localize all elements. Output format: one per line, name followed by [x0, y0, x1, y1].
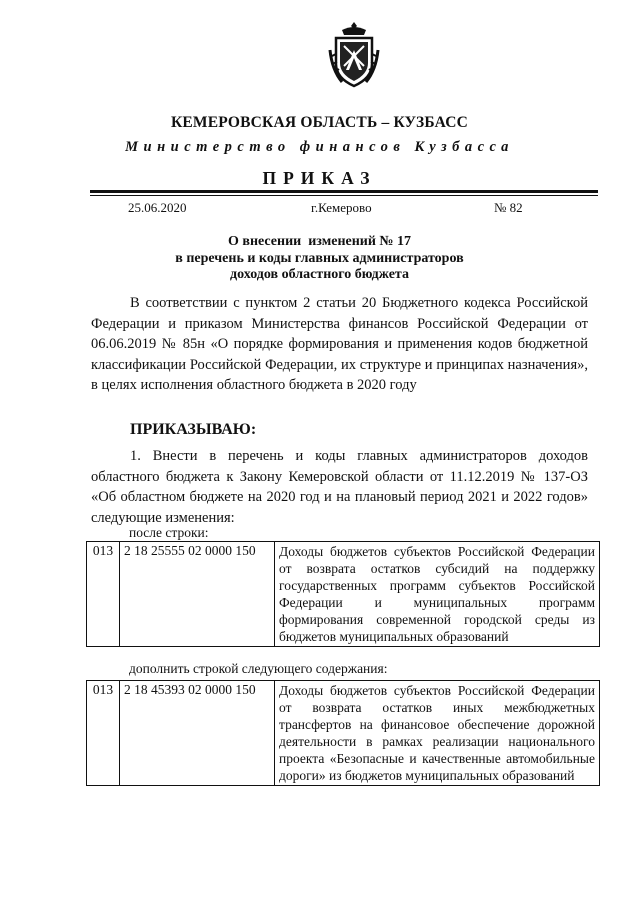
- order-date: 25.06.2020: [128, 200, 187, 215]
- income-code-cell: 2 18 25555 02 0000 150: [120, 542, 275, 647]
- income-code-cell: 2 18 45393 02 0000 150: [120, 681, 275, 786]
- header-rule-thin: [90, 195, 598, 196]
- title-line: в перечень и коды главных администраторов: [175, 250, 464, 266]
- orders-heading: ПРИКАЗЫВАЮ:: [130, 421, 257, 438]
- new-row-table: [86, 680, 600, 786]
- after-row-label: после строки:: [129, 525, 209, 540]
- admin-code-cell: 013: [87, 542, 120, 647]
- order-number: № 82: [494, 200, 523, 215]
- table-row: [87, 681, 600, 786]
- order-city: г.Кемерово: [311, 200, 372, 215]
- title-line: О внесении изменений № 17: [228, 234, 411, 249]
- title-line: доходов областного бюджета: [230, 267, 409, 282]
- add-row-label: дополнить строкой следующего содержания:: [129, 661, 388, 676]
- header-rule-thick: [90, 190, 598, 193]
- table-row: [87, 542, 600, 647]
- description-cell: Доходы бюджетов субъектов Российской Федерации от возврата остатков субсидий на поддержку государственных программ субъектов Российской Федерации и муниципальных программ формирования современной городской среды из бюджетов муниципальных образований: [275, 542, 600, 647]
- ministry-name: Министерство финансов Кузбасса: [125, 139, 514, 155]
- coat-of-arms-icon: [328, 20, 380, 90]
- order-title: [0, 234, 639, 284]
- admin-code-cell: 013: [87, 681, 120, 786]
- document-type: ПРИКАЗ: [262, 168, 377, 188]
- preamble-paragraph: В соответствии с пунктом 2 статьи 20 Бюджетного кодекса Российской Федерации и приказом Министерства финансов Российской Федерации от 06.06.2019 № 85н «О порядке формирования и применения кодов бюджетной классификации Российской Федерации, их структуре и принципах назначения», в целях исполнения областного бюджета в 2020 году: [91, 295, 588, 393]
- item-1-paragraph: 1. Внести в перечень и коды главных администраторов доходов областного бюджета к Закону Кемеровской области от 11.12.2019 № 137-ОЗ «Об областном бюджете на 2020 год и на плановый период 2021 и 2022 годов» следующие изменения:: [91, 448, 588, 526]
- description-cell: Доходы бюджетов субъектов Российской Федерации от возврата остатков иных межбюджетных трансфертов на финансовое обеспечение дорожной деятельности в рамках реализации национального проекта «Безопасные и качественные автомобильные дороги» из бюджетов муниципальных образований: [275, 681, 600, 786]
- existing-row-table: [86, 541, 600, 647]
- region-name: КЕМЕРОВСКАЯ ОБЛАСТЬ – КУЗБАСС: [170, 114, 469, 131]
